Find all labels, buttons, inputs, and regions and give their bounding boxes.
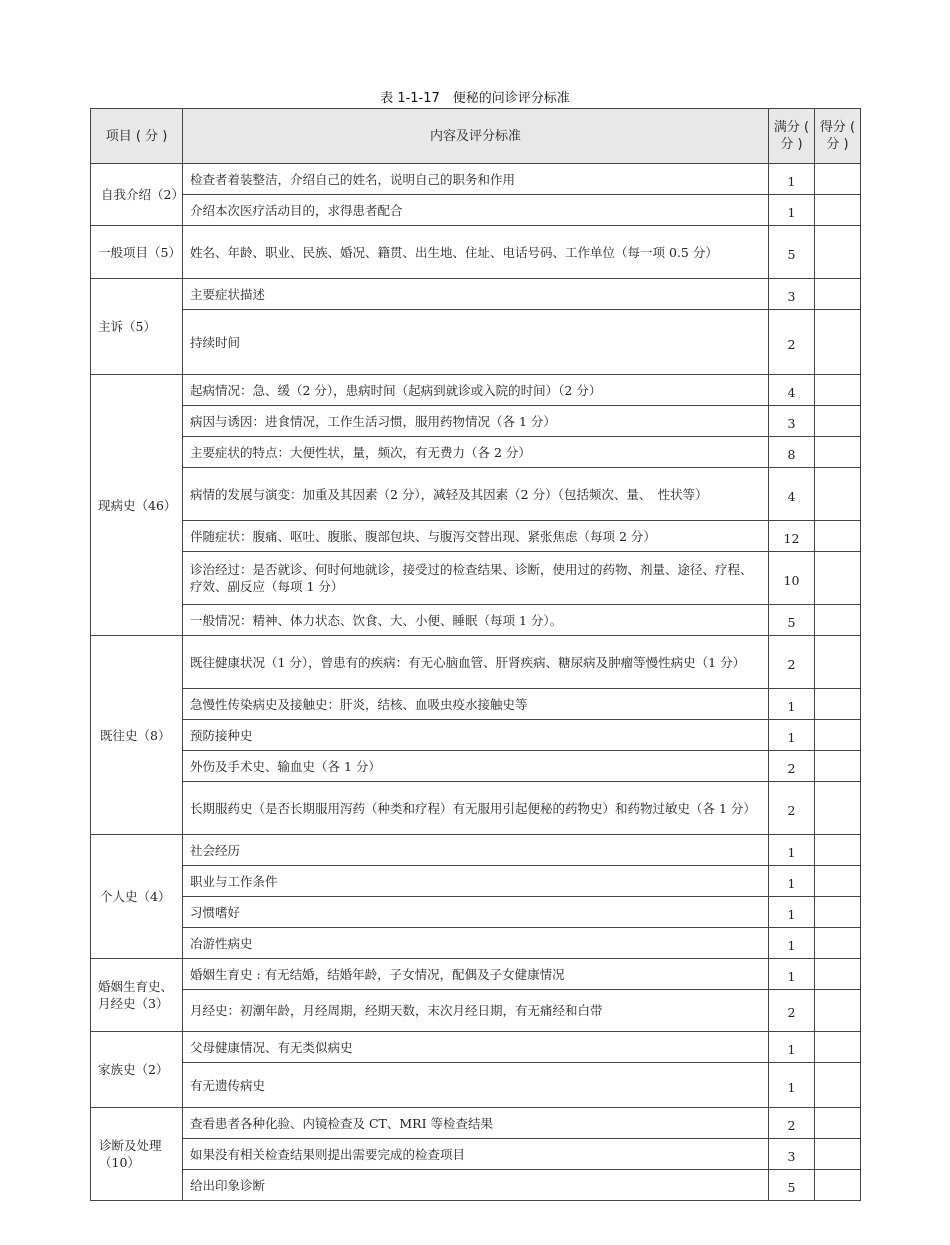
criterion-cell: 有无遗传病史 (183, 1063, 769, 1108)
full-score-cell (769, 835, 815, 866)
table-row (91, 897, 861, 928)
full-score-cell (769, 279, 815, 310)
obtained-score-cell[interactable] (815, 1063, 861, 1108)
criterion-cell: 姓名、年龄、职业、民族、婚况、籍贯、出生地、住址、电话号码、工作单位（每一项 0.5 分） (183, 226, 769, 279)
full-score-cell (769, 437, 815, 468)
full-score-cell (769, 782, 815, 835)
full-score-cell (769, 1108, 815, 1139)
full-score-cell (769, 195, 815, 226)
full-score-cell (769, 1063, 815, 1108)
criterion-cell: 冶游性病史 (183, 928, 769, 959)
table-caption: 表 1-1-17 便秘的问诊评分标准 (380, 91, 570, 106)
criterion-cell: 起病情况：急、缓（2 分），患病时间（起病到就诊或入院的时间）（2 分） (183, 375, 769, 406)
table-body (91, 164, 861, 1201)
full-score-value: 1 (787, 875, 796, 891)
obtained-score-cell[interactable] (815, 552, 861, 605)
full-score-value: 4 (787, 384, 796, 400)
full-score-cell (769, 928, 815, 959)
category-cell: 现病史（46） (91, 375, 183, 636)
full-score-cell (769, 897, 815, 928)
full-score-value: 2 (787, 1117, 796, 1133)
full-score-cell (769, 552, 815, 605)
obtained-score-cell[interactable] (815, 959, 861, 990)
table-row (91, 720, 861, 751)
full-score-value: 2 (787, 802, 796, 818)
criterion-cell: 病因与诱因：进食情况，工作生活习惯，服用药物情况（各 1 分） (183, 406, 769, 437)
table-row (91, 375, 861, 406)
full-score-value: 3 (787, 288, 796, 304)
table-row (91, 1063, 861, 1108)
criterion-cell: 病情的发展与演变：加重及其因素（2 分），减轻及其因素（2 分）（包括频次、量、 性状等） (183, 468, 769, 521)
table-row (91, 866, 861, 897)
table-row (91, 521, 861, 552)
full-score-cell (769, 605, 815, 636)
full-score-value: 1 (787, 204, 796, 220)
full-score-value: 5 (787, 1179, 796, 1195)
criterion-cell: 职业与工作条件 (183, 866, 769, 897)
category-cell: 既往史（8） (91, 636, 183, 835)
obtained-score-cell[interactable] (815, 1170, 861, 1201)
category-cell: 个人史（4） (91, 835, 183, 959)
category-cell: 婚姻生育史、月经史（3） (91, 959, 183, 1032)
full-score-cell (769, 406, 815, 437)
obtained-score-cell[interactable] (815, 195, 861, 226)
full-score-value: 5 (787, 246, 796, 262)
criterion-cell: 月经史：初潮年龄，月经周期，经期天数，末次月经日期，有无痛经和白带 (183, 990, 769, 1032)
obtained-score-cell[interactable] (815, 751, 861, 782)
criterion-cell: 伴随症状：腹痛、呕吐、腹胀、腹部包块、与腹泻交替出现、紧张焦虑（每项 2 分） (183, 521, 769, 552)
table-row (91, 959, 861, 990)
table-row (91, 1108, 861, 1139)
header-full-score: 满分 ( 分 ) (769, 109, 815, 164)
obtained-score-cell[interactable] (815, 226, 861, 279)
full-score-value: 10 (783, 572, 800, 588)
full-score-value: 1 (787, 173, 796, 189)
full-score-value: 3 (787, 415, 796, 431)
criterion-cell: 预防接种史 (183, 720, 769, 751)
category-cell: 主诉（5） (91, 279, 183, 375)
criterion-cell: 父母健康情况、有无类似病史 (183, 1032, 769, 1063)
criterion-cell: 查看患者各种化验、内镜检查及 CT、MRI 等检查结果 (183, 1108, 769, 1139)
full-score-value: 5 (787, 614, 796, 630)
full-score-value: 3 (787, 1148, 796, 1164)
obtained-score-cell[interactable] (815, 897, 861, 928)
full-score-value: 1 (787, 1041, 796, 1057)
table-row (91, 1139, 861, 1170)
full-score-value: 1 (787, 698, 796, 714)
obtained-score-cell[interactable] (815, 437, 861, 468)
full-score-cell (769, 990, 815, 1032)
table-row (91, 552, 861, 605)
table-row (91, 468, 861, 521)
full-score-cell (769, 866, 815, 897)
obtained-score-cell[interactable] (815, 605, 861, 636)
criterion-cell: 婚姻生育史 : 有无结婚，结婚年龄，子女情况，配偶及子女健康情况 (183, 959, 769, 990)
full-score-cell (769, 226, 815, 279)
table-row (91, 1170, 861, 1201)
full-score-value: 8 (787, 446, 796, 462)
table-row (91, 226, 861, 279)
obtained-score-cell[interactable] (815, 720, 861, 751)
obtained-score-cell[interactable] (815, 375, 861, 406)
header-obtained-score: 得分 ( 分 ) (815, 109, 861, 164)
full-score-value: 1 (787, 844, 796, 860)
full-score-cell (769, 636, 815, 689)
obtained-score-cell[interactable] (815, 636, 861, 689)
full-score-cell (769, 1032, 815, 1063)
obtained-score-cell[interactable] (815, 279, 861, 310)
obtained-score-cell[interactable] (815, 164, 861, 195)
criterion-cell: 检查者着装整洁，介绍自己的姓名，说明自己的职务和作用 (183, 164, 769, 195)
criterion-cell: 介绍本次医疗活动目的，求得患者配合 (183, 195, 769, 226)
criterion-cell: 社会经历 (183, 835, 769, 866)
category-cell: 自我介绍（2） (91, 164, 183, 226)
obtained-score-cell[interactable] (815, 990, 861, 1032)
criterion-cell: 给出印象诊断 (183, 1170, 769, 1201)
table-row (91, 310, 861, 375)
full-score-value: 12 (783, 530, 800, 546)
criterion-cell: 急慢性传染病史及接触史：肝炎，结核、血吸虫疫水接触史等 (183, 689, 769, 720)
table-row (91, 751, 861, 782)
obtained-score-cell[interactable] (815, 1108, 861, 1139)
table-row (91, 164, 861, 195)
full-score-cell (769, 1139, 815, 1170)
full-score-value: 1 (787, 937, 796, 953)
criterion-cell: 主要症状的特点：大便性状，量，频次，有无费力（各 2 分） (183, 437, 769, 468)
full-score-cell (769, 375, 815, 406)
category-cell: 诊断及处理（10） (91, 1108, 183, 1201)
criterion-cell: 持续时间 (183, 310, 769, 375)
obtained-score-cell[interactable] (815, 1032, 861, 1063)
full-score-value: 1 (787, 729, 796, 745)
table-row (91, 406, 861, 437)
obtained-score-cell[interactable] (815, 521, 861, 552)
obtained-score-cell[interactable] (815, 866, 861, 897)
obtained-score-cell[interactable] (815, 689, 861, 720)
full-score-cell (769, 720, 815, 751)
scoring-table (90, 108, 861, 1201)
obtained-score-cell[interactable] (815, 1139, 861, 1170)
full-score-value: 1 (787, 906, 796, 922)
category-cell: 一般项目（5） (91, 226, 183, 279)
full-score-cell (769, 468, 815, 521)
full-score-cell (769, 521, 815, 552)
criterion-cell: 长期服药史（是否长期服用泻药（种类和疗程）有无服用引起便秘的药物史）和药物过敏史（各 1 分） (183, 782, 769, 835)
full-score-cell (769, 751, 815, 782)
criterion-cell: 主要症状描述 (183, 279, 769, 310)
category-cell: 家族史（2） (91, 1032, 183, 1108)
full-score-cell (769, 164, 815, 195)
table-row (91, 195, 861, 226)
obtained-score-cell[interactable] (815, 782, 861, 835)
obtained-score-cell[interactable] (815, 406, 861, 437)
header-row (91, 109, 861, 164)
full-score-value: 1 (787, 1079, 796, 1095)
table-row (91, 782, 861, 835)
full-score-cell (769, 310, 815, 375)
full-score-cell (769, 1170, 815, 1201)
table-row (91, 605, 861, 636)
table-row (91, 835, 861, 866)
full-score-value: 2 (787, 336, 796, 352)
table-row (91, 437, 861, 468)
table-row (91, 636, 861, 689)
full-score-value: 1 (787, 968, 796, 984)
table-row (91, 689, 861, 720)
criterion-cell: 如果没有相关检查结果则提出需要完成的检查项目 (183, 1139, 769, 1170)
full-score-value: 2 (787, 656, 796, 672)
criterion-cell: 既往健康状况（1 分），曾患有的疾病：有无心脑血管、肝肾疾病、糖尿病及肿瘤等慢性病史（1 分） (183, 636, 769, 689)
obtained-score-cell[interactable] (815, 928, 861, 959)
criterion-cell: 一般情况：精神、体力状态、饮食、大、小便、睡眠（每项 1 分）。 (183, 605, 769, 636)
criterion-cell: 诊治经过：是否就诊、何时何地就诊，接受过的检查结果、诊断，使用过的药物、剂量、途径、疗程、疗效、副反应（每项 1 分） (183, 552, 769, 605)
header-category: 项目 ( 分 ) (91, 109, 183, 164)
table-row (91, 928, 861, 959)
criterion-cell: 外伤及手术史、输血史（各 1 分） (183, 751, 769, 782)
obtained-score-cell[interactable] (815, 468, 861, 521)
header-content: 内容及评分标准 (183, 109, 769, 164)
full-score-cell (769, 689, 815, 720)
full-score-value: 4 (787, 488, 796, 504)
table-row (91, 279, 861, 310)
full-score-value: 2 (787, 1005, 796, 1020)
criterion-cell: 习惯嗜好 (183, 897, 769, 928)
obtained-score-cell[interactable] (815, 835, 861, 866)
table-row (91, 1032, 861, 1063)
table-row (91, 990, 861, 1032)
full-score-cell (769, 959, 815, 990)
obtained-score-cell[interactable] (815, 310, 861, 375)
full-score-value: 2 (787, 760, 796, 776)
